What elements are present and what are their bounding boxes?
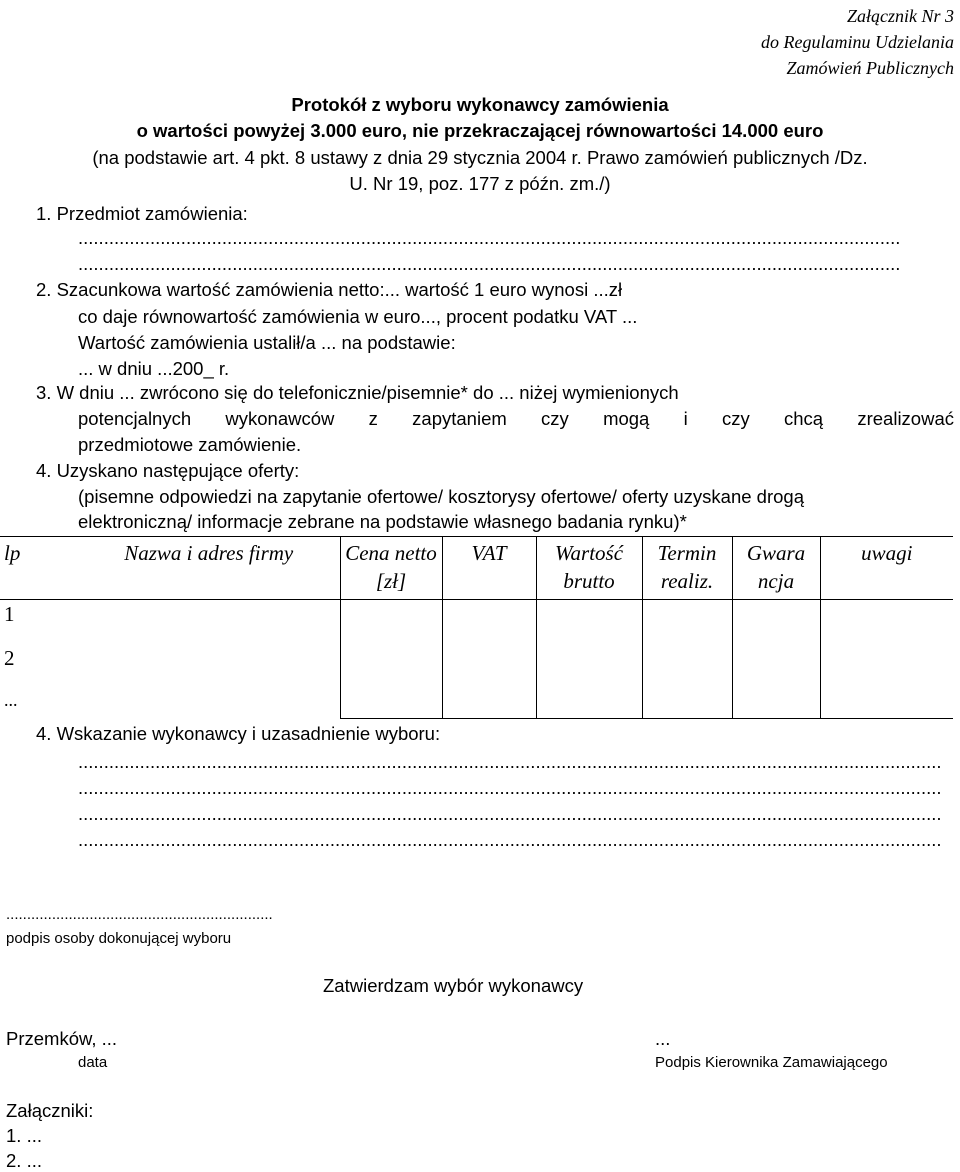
row-net-cell — [340, 688, 442, 719]
section-4-line-2: elektroniczną/ informacje zebrane na podstawie własnego badania rynku)* — [78, 511, 687, 532]
header-company-name: Nazwa i adres firmy — [78, 537, 340, 600]
table-row — [0, 688, 953, 719]
legal-basis-line-1: (na podstawie art. 4 pkt. 8 ustawy z dnia 29 stycznia 2004 r. Prawo zamówień publicznych /Dz. — [92, 147, 868, 168]
section-4-line-1: (pisemne odpowiedzi na zapytanie ofertowe/ kosztorysy ofertowe/ oferty uzyskane drogą — [78, 486, 804, 507]
section-2-estimate-label: 2. Szacunkowa wartość zamówienia netto: — [36, 279, 385, 300]
document-title: Protokół z wyboru wykonawcy zamówienia — [291, 94, 669, 115]
row-vat-cell — [442, 644, 536, 688]
row-gross-cell — [536, 644, 642, 688]
section-2-line-1 — [36, 279, 954, 301]
attachment-item-2: 2. ... — [6, 1150, 42, 1171]
row-vat-cell — [442, 688, 536, 719]
section-2-euro-rate: ... wartość 1 euro wynosi ...zł — [384, 279, 623, 300]
header-notes: uwagi — [820, 537, 953, 600]
row-notes-cell — [820, 688, 953, 719]
justification-dots-2: ........................................................................................................................................................................ — [78, 777, 942, 798]
section-2-line-2: co daje równowartość zamówienia w euro..., procent podatku VAT ... — [78, 306, 638, 327]
attachment-line-3: Zamówień Publicznych — [786, 58, 954, 78]
row-net-cell — [340, 644, 442, 688]
row-term-cell — [642, 644, 732, 688]
row-net-cell — [340, 600, 442, 645]
header-lp: lp — [0, 537, 78, 600]
document-subtitle: o wartości powyżej 3.000 euro, nie przekraczającej równowartości 14.000 euro — [136, 120, 824, 141]
contractor-justification-label: 4. Wskazanie wykonawcy i uzasadnienie wyboru: — [36, 723, 441, 744]
row-lp: ... — [4, 690, 18, 710]
section-2-line-3: Wartość zamówienia ustalił/a ... na podstawie: — [78, 332, 456, 353]
table-header-row — [0, 537, 953, 600]
date-label: data — [78, 1054, 108, 1071]
attachments-label: Załączniki: — [6, 1100, 94, 1121]
row-company-cell — [78, 644, 340, 688]
section-4-label: 4. Uzyskano następujące oferty: — [36, 460, 300, 481]
row-warranty-cell — [732, 644, 820, 688]
attachment-header — [761, 3, 954, 81]
row-gross-cell — [536, 688, 642, 719]
section-1-dots-1: ................................................................................................................................................................ — [78, 227, 901, 248]
row-lp: 2 — [4, 646, 15, 670]
row-term-cell — [642, 600, 732, 645]
head-signature-dots: ... — [655, 1028, 671, 1049]
header-warranty: Gwara ncja — [732, 537, 820, 600]
row-company-cell — [78, 600, 340, 645]
approval-text: Zatwierdzam wybór wykonawcy — [323, 975, 584, 996]
offers-table — [0, 536, 953, 719]
row-notes-cell — [820, 644, 953, 688]
chooser-signature-dots: ................................................................ — [6, 906, 273, 923]
legal-basis-line-2: U. Nr 19, poz. 177 z późn. zm./) — [349, 173, 611, 194]
section-3-line-2: potencjalnych wykonawców z zapytaniem czy mogą i czy chcą zrealizować — [78, 408, 954, 429]
place-date: Przemków, ... — [6, 1028, 118, 1049]
header-net-price: Cena netto [zł] — [340, 537, 442, 600]
section-1-label: 1. Przedmiot zamówienia: — [36, 203, 248, 224]
section-2-line-4: ... w dniu ...200_ r. — [78, 358, 230, 379]
table-row — [0, 644, 953, 688]
row-company-cell — [78, 688, 340, 719]
attachment-line-2: do Regulaminu Udzielania — [761, 32, 954, 52]
row-gross-cell — [536, 600, 642, 645]
section-3-line-1: 3. W dniu ... zwrócono się do telefonicznie/pisemnie* do ... niżej wymienionych — [36, 382, 679, 403]
row-warranty-cell — [732, 688, 820, 719]
row-lp: 1 — [0, 600, 78, 645]
section-1-dots-2: ................................................................................................................................................................ — [78, 253, 901, 274]
row-notes-cell — [820, 600, 953, 645]
row-term-cell — [642, 688, 732, 719]
table-row — [0, 600, 953, 645]
row-vat-cell — [442, 600, 536, 645]
header-term: Termin realiz. — [642, 537, 732, 600]
justification-dots-4: ........................................................................................................................................................................ — [78, 829, 942, 850]
header-gross-value: Wartość brutto — [536, 537, 642, 600]
head-signature-label: Podpis Kierownika Zamawiającego — [655, 1054, 888, 1071]
section-3-line-3: przedmiotowe zamówienie. — [78, 434, 302, 455]
header-vat: VAT — [442, 537, 536, 600]
chooser-signature-label: podpis osoby dokonującej wyboru — [6, 930, 232, 947]
attachment-line-1: Załącznik Nr 3 — [846, 6, 954, 26]
attachment-item-1: 1. ... — [6, 1125, 42, 1146]
justification-dots-3: ........................................................................................................................................................................ — [78, 803, 942, 824]
justification-dots-1: ........................................................................................................................................................................ — [78, 751, 942, 772]
row-warranty-cell — [732, 600, 820, 645]
